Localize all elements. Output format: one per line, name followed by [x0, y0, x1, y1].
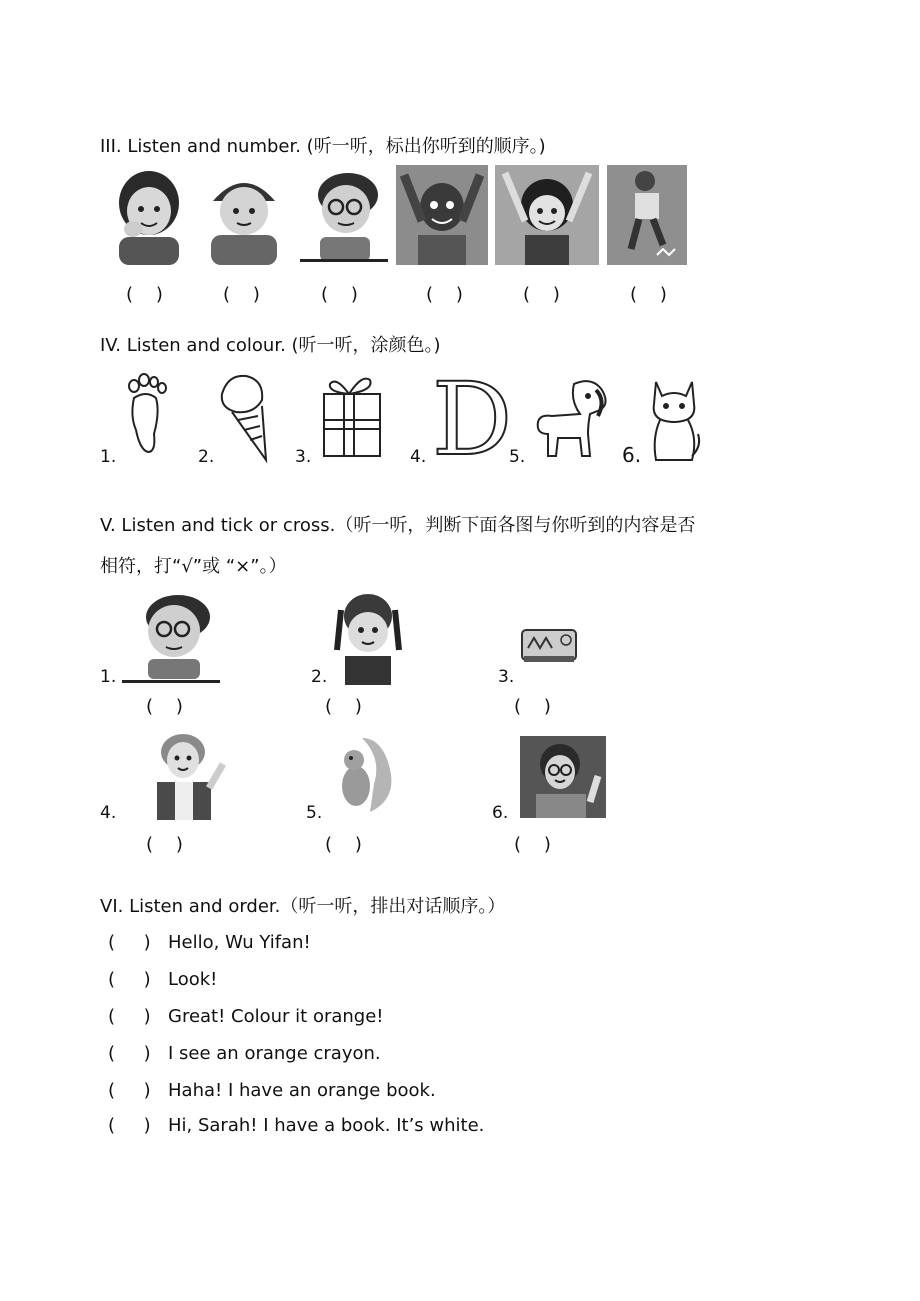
answer-blank[interactable]: ( ) [321, 284, 358, 305]
answer-blank[interactable]: ( ) [514, 696, 551, 717]
section-4-heading: IV. Listen and colour. (听一听，涂颜色。) [100, 335, 441, 356]
answer-blank[interactable]: ( ) [426, 284, 463, 305]
girl-touching-head-picture [331, 590, 405, 685]
foot-outline-picture [120, 372, 170, 456]
item-number: 3. [498, 667, 515, 687]
item-number: 4. [100, 803, 117, 823]
order-blank[interactable]: ( ) [108, 969, 151, 990]
boy-stamping-foot-picture [607, 165, 687, 265]
order-blank[interactable]: ( ) [108, 932, 151, 953]
dialogue-line: Great! Colour it orange! [168, 1006, 384, 1027]
item-number: 2. [311, 667, 328, 687]
order-blank[interactable]: ( ) [108, 1006, 151, 1027]
squirrel-picture [326, 728, 406, 816]
boy-with-glasses-picture [122, 591, 220, 685]
dog-outline-picture [530, 374, 616, 464]
item-number: 5. [306, 803, 323, 823]
item-number: 2. [198, 447, 215, 467]
boy-thinking-picture [201, 165, 287, 265]
dialogue-line: Haha! I have an orange book. [168, 1080, 436, 1101]
letter-d-outline: D [432, 361, 513, 478]
pencil-box-picture [518, 622, 582, 668]
item-number: 1. [100, 667, 117, 687]
item-number: 4. [410, 447, 427, 467]
order-blank[interactable]: ( ) [108, 1115, 151, 1136]
ice-cream-outline-picture [214, 370, 272, 464]
answer-blank[interactable]: ( ) [146, 696, 183, 717]
girl-arms-up-picture [495, 165, 599, 265]
item-number: 1. [100, 447, 117, 467]
answer-blank[interactable]: ( ) [630, 284, 667, 305]
section-6-heading: VI. Listen and order.（听一听，排出对话顺序。） [100, 896, 506, 917]
item-number: 6. [622, 443, 642, 467]
woman-waving-picture [143, 728, 231, 820]
answer-blank[interactable]: ( ) [223, 284, 260, 305]
section-5-heading-line2: 相符，打“√”或 “×”。） [100, 556, 287, 577]
order-blank[interactable]: ( ) [108, 1080, 151, 1101]
item-number: 6. [492, 803, 509, 823]
boy-with-glasses-picture [298, 165, 390, 265]
dialogue-line: Hello, Wu Yifan! [168, 932, 311, 953]
answer-blank[interactable]: ( ) [523, 284, 560, 305]
cat-outline-picture [646, 376, 702, 464]
dialogue-line: Hi, Sarah! I have a book. It’s white. [168, 1115, 485, 1136]
section-5-heading-line1: V. Listen and tick or cross.（听一听，判断下面各图与你听到的内容是否 [100, 515, 696, 536]
dialogue-line: Look! [168, 969, 218, 990]
boy-arms-up-picture [396, 165, 488, 265]
answer-blank[interactable]: ( ) [325, 696, 362, 717]
item-number: 5. [509, 447, 526, 467]
teacher-waving-picture [520, 736, 606, 818]
item-number: 3. [295, 447, 312, 467]
order-blank[interactable]: ( ) [108, 1043, 151, 1064]
section-3-heading: III. Listen and number. (听一听，标出你听到的顺序。) [100, 136, 546, 157]
answer-blank[interactable]: ( ) [146, 834, 183, 855]
girl-thinking-picture [103, 163, 195, 265]
answer-blank[interactable]: ( ) [325, 834, 362, 855]
answer-blank[interactable]: ( ) [514, 834, 551, 855]
dialogue-line: I see an orange crayon. [168, 1043, 381, 1064]
gift-box-outline-picture [318, 372, 386, 460]
answer-blank[interactable]: ( ) [126, 284, 163, 305]
